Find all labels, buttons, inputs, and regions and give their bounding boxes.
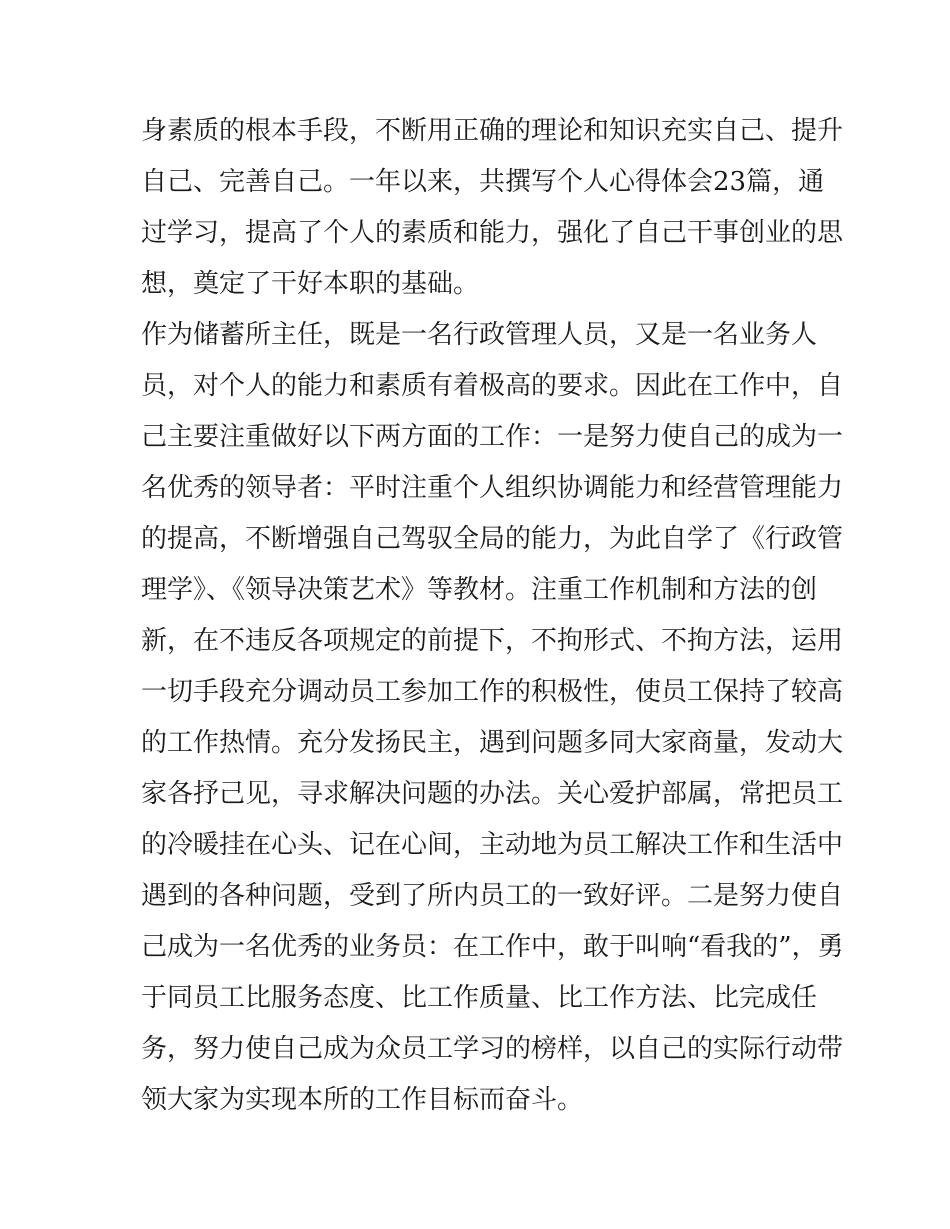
text-line: 新，在不违反各项规定的前提下，不拘形式、不拘方法，运用 — [141, 626, 844, 656]
text-line: 遇到的各种问题，受到了所内员工的一致好评。二是努力使自 — [141, 881, 844, 911]
text-line: 员，对个人的能力和素质有着极高的要求。因此在工作中，自 — [141, 371, 844, 401]
text-line: 身素质的根本手段，不断用正确的理论和知识充实自己、提升 — [141, 116, 844, 146]
text-line: 领大家为实现本所的工作目标而奋斗。 — [141, 1085, 584, 1115]
text-line: 己主要注重做好以下两方面的工作：一是努力使自己的成为一 — [141, 422, 844, 452]
body-text — [141, 106, 844, 1126]
text-line: 的冷暖挂在心头、记在心间，主动地为员工解决工作和生活中 — [141, 830, 844, 860]
text-line: 的工作热情。充分发扬民主，遇到问题多同大家商量，发动大 — [141, 728, 844, 758]
text-line: 想，奠定了干好本职的基础。 — [141, 269, 480, 299]
text-line: 过学习，提高了个人的素质和能力，强化了自己干事创业的思 — [141, 218, 844, 248]
text-line: 务，努力使自己成为众员工学习的榜样，以自己的实际行动带 — [141, 1034, 844, 1064]
text-line: 家各抒己见，寻求解决问题的办法。关心爱护部属，常把员工 — [141, 779, 844, 809]
text-line: 己成为一名优秀的业务员：在工作中，敢于叫响“看我的”，勇 — [141, 932, 844, 962]
text-line: 一切手段充分调动员工参加工作的积极性，使员工保持了较高 — [141, 677, 844, 707]
text-line: 自己、完善自己。一年以来，共撰写个人心得体会23篇，通 — [141, 167, 825, 197]
text-line: 作为储蓄所主任，既是一名行政管理人员，又是一名业务人 — [141, 320, 818, 350]
text-line: 名优秀的领导者：平时注重个人组织协调能力和经营管理能力 — [141, 473, 844, 503]
text-line: 于同员工比服务态度、比工作质量、比工作方法、比完成任 — [141, 983, 818, 1013]
text-line: 理学》、《领导决策艺术》等教材。注重工作机制和方法的创 — [141, 575, 818, 605]
text-line: 的提高，不断增强自己驾驭全局的能力，为此自学了《行政管 — [141, 524, 844, 554]
